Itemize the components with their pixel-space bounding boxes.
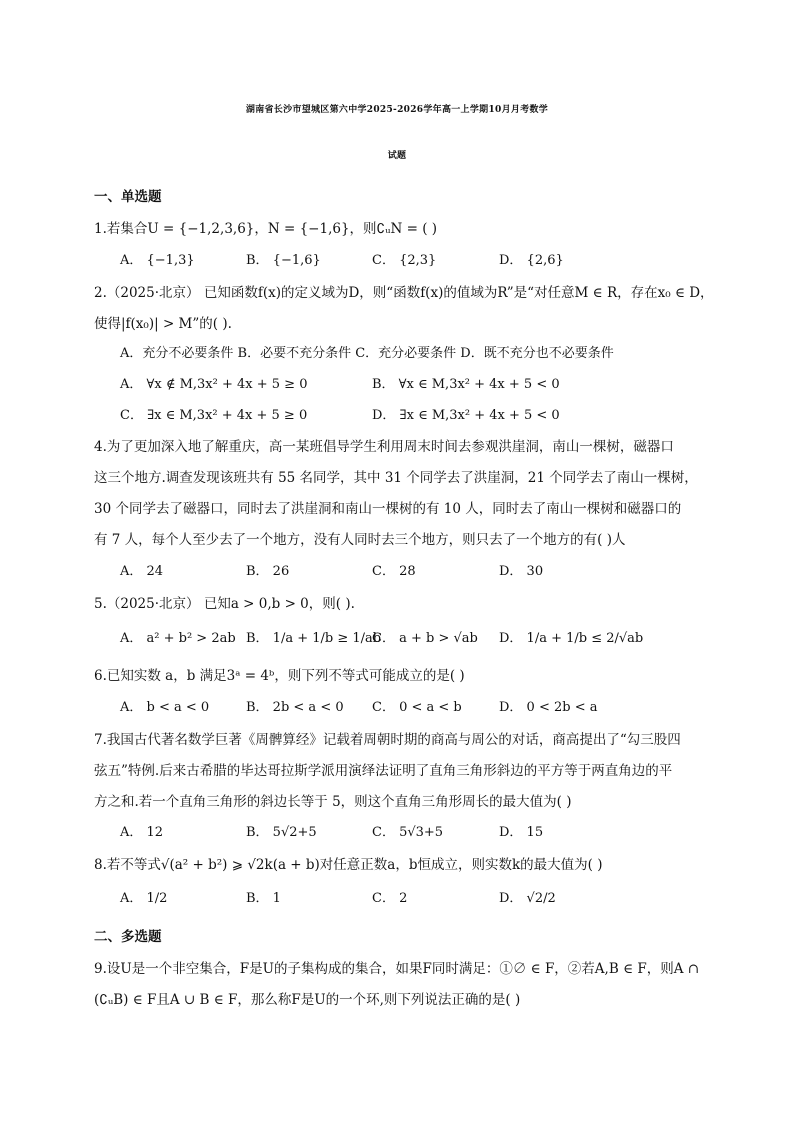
question-1-stem: 1.若集合U = {−1,2,3,6}，N = {−1,6}，则∁ᵤN = ( ) xyxy=(94,221,438,237)
question-6-option-d: D． 0 < 2b < a xyxy=(499,700,598,715)
question-6-stem: 6.已知实数 a，b 满足3ᵃ = 4ᵇ，则下列不等式可能成立的是( ) xyxy=(94,668,465,684)
question-8-option-a: A． 1/2 xyxy=(120,891,168,906)
exam-title-line1: 湖南省长沙市望城区第六中学2025-2026学年高一上学期10月月考数学 xyxy=(245,105,549,115)
question-7-option-c: C． 5√3+5 xyxy=(372,825,444,840)
question-8-stem: 8.若不等式√(a² + b²) ⩾ √2k(a + b)对任意正数a，b恒成立，则实数k的最大值为( ) xyxy=(94,857,603,873)
question-4-line-4: 有 7 人，每个人至少去了一个地方，没有人同时去三个地方，则只去了一个地方的有( )人 xyxy=(94,532,626,548)
question-1-option-d: D． {2,6} xyxy=(499,253,564,268)
question-3-option-a: A． ∀x ∉ M,3x² + 4x + 5 ≥ 0 xyxy=(120,377,308,392)
question-2-line-2: 使得|f(x₀)| > M”的( ). xyxy=(94,316,232,332)
question-9-line-2: (∁ᵤB) ∈ F且A ∪ B ∈ F，那么称F是U的一个环,则下列说法正确的是( ) xyxy=(94,992,521,1008)
question-2-line-1: 2.（2025·北京） 已知函数f(x)的定义域为D，则“函数f(x)的值域为R”是“对任意M ∈ R，存在x₀ ∈ D， xyxy=(94,285,714,301)
question-7-line-3: 方之和.若一个直角三角形的斜边长等于 5，则这个直角三角形周长的最大值为( ) xyxy=(94,794,572,810)
question-4-line-3: 30 个同学去了磁器口，同时去了洪崖洞和南山一棵树的有 10 人，同时去了南山一棵树和磁器口的 xyxy=(94,501,682,517)
question-4-option-d: D． 30 xyxy=(499,564,544,579)
question-5-option-a: A． a² + b² > 2ab xyxy=(120,631,236,646)
question-2-options: A．充分不必要条件 B．必要不充分条件 C．充分必要条件 D．既不充分也不必要条件 xyxy=(120,346,614,361)
question-8-option-c: C． 2 xyxy=(372,891,408,906)
question-6-option-c: C． 0 < a < b xyxy=(372,700,462,715)
question-5-option-b: B． 1/a + 1/b ≥ 1/ab xyxy=(246,631,382,646)
question-4-option-a: A． 24 xyxy=(120,564,164,579)
question-4-line-2: 这三个地方.调查发现该班共有 55 名同学，其中 31 个同学去了洪崖洞，21 个同学去了南山一棵树， xyxy=(94,470,698,486)
question-8-option-b: B． 1 xyxy=(246,891,281,906)
exam-title-line2: 试题 xyxy=(387,151,407,161)
question-4-option-c: C． 28 xyxy=(372,564,416,579)
section-heading-single-choice: 一、单选题 xyxy=(94,189,162,205)
question-7-line-2: 弦五”特例.后来古希腊的毕达哥拉斯学派用演绎法证明了直角三角形斜边的平方等于两直角边的平 xyxy=(94,763,673,779)
question-1-option-c: C． {2,3} xyxy=(372,253,437,268)
question-7-line-1: 7.我国古代著名数学巨著《周髀算经》记载着周朝时期的商高与周公的对话，商高提出了“勾三股四 xyxy=(94,732,681,748)
question-7-option-d: D． 15 xyxy=(499,825,544,840)
question-7-option-a: A． 12 xyxy=(120,825,164,840)
question-6-option-b: B． 2b < a < 0 xyxy=(246,700,344,715)
question-4-line-1: 4.为了更加深入地了解重庆，高一某班倡导学生利用周末时间去参观洪崖洞，南山一棵树，磁器口 xyxy=(94,439,674,455)
question-6-option-a: A． b < a < 0 xyxy=(120,700,210,715)
question-5-option-c: C． a + b > √ab xyxy=(372,631,478,646)
question-1-option-b: B． {−1,6} xyxy=(246,253,321,268)
question-3-option-c: C． ∃x ∈ M,3x² + 4x + 5 ≥ 0 xyxy=(120,408,308,423)
question-9-line-1: 9.设U是一个非空集合，F是U的子集构成的集合，如果F同时满足：①∅ ∈ F，②若A,B ∈ F，则A ∩ xyxy=(94,961,700,977)
question-5-option-d: D． 1/a + 1/b ≤ 2/√ab xyxy=(499,631,644,646)
question-3-option-d: D． ∃x ∈ M,3x² + 4x + 5 < 0 xyxy=(372,408,560,423)
question-1-option-a: A． {−1,3} xyxy=(120,253,195,268)
question-5-stem: 5.（2025·北京） 已知a > 0,b > 0，则( ). xyxy=(94,596,355,612)
section-heading-multiple-choice: 二、多选题 xyxy=(94,929,162,945)
question-4-option-b: B． 26 xyxy=(246,564,290,579)
question-8-option-d: D． √2/2 xyxy=(499,891,556,906)
question-3-option-b: B． ∀x ∈ M,3x² + 4x + 5 < 0 xyxy=(372,377,560,392)
question-7-option-b: B． 5√2+5 xyxy=(246,825,317,840)
